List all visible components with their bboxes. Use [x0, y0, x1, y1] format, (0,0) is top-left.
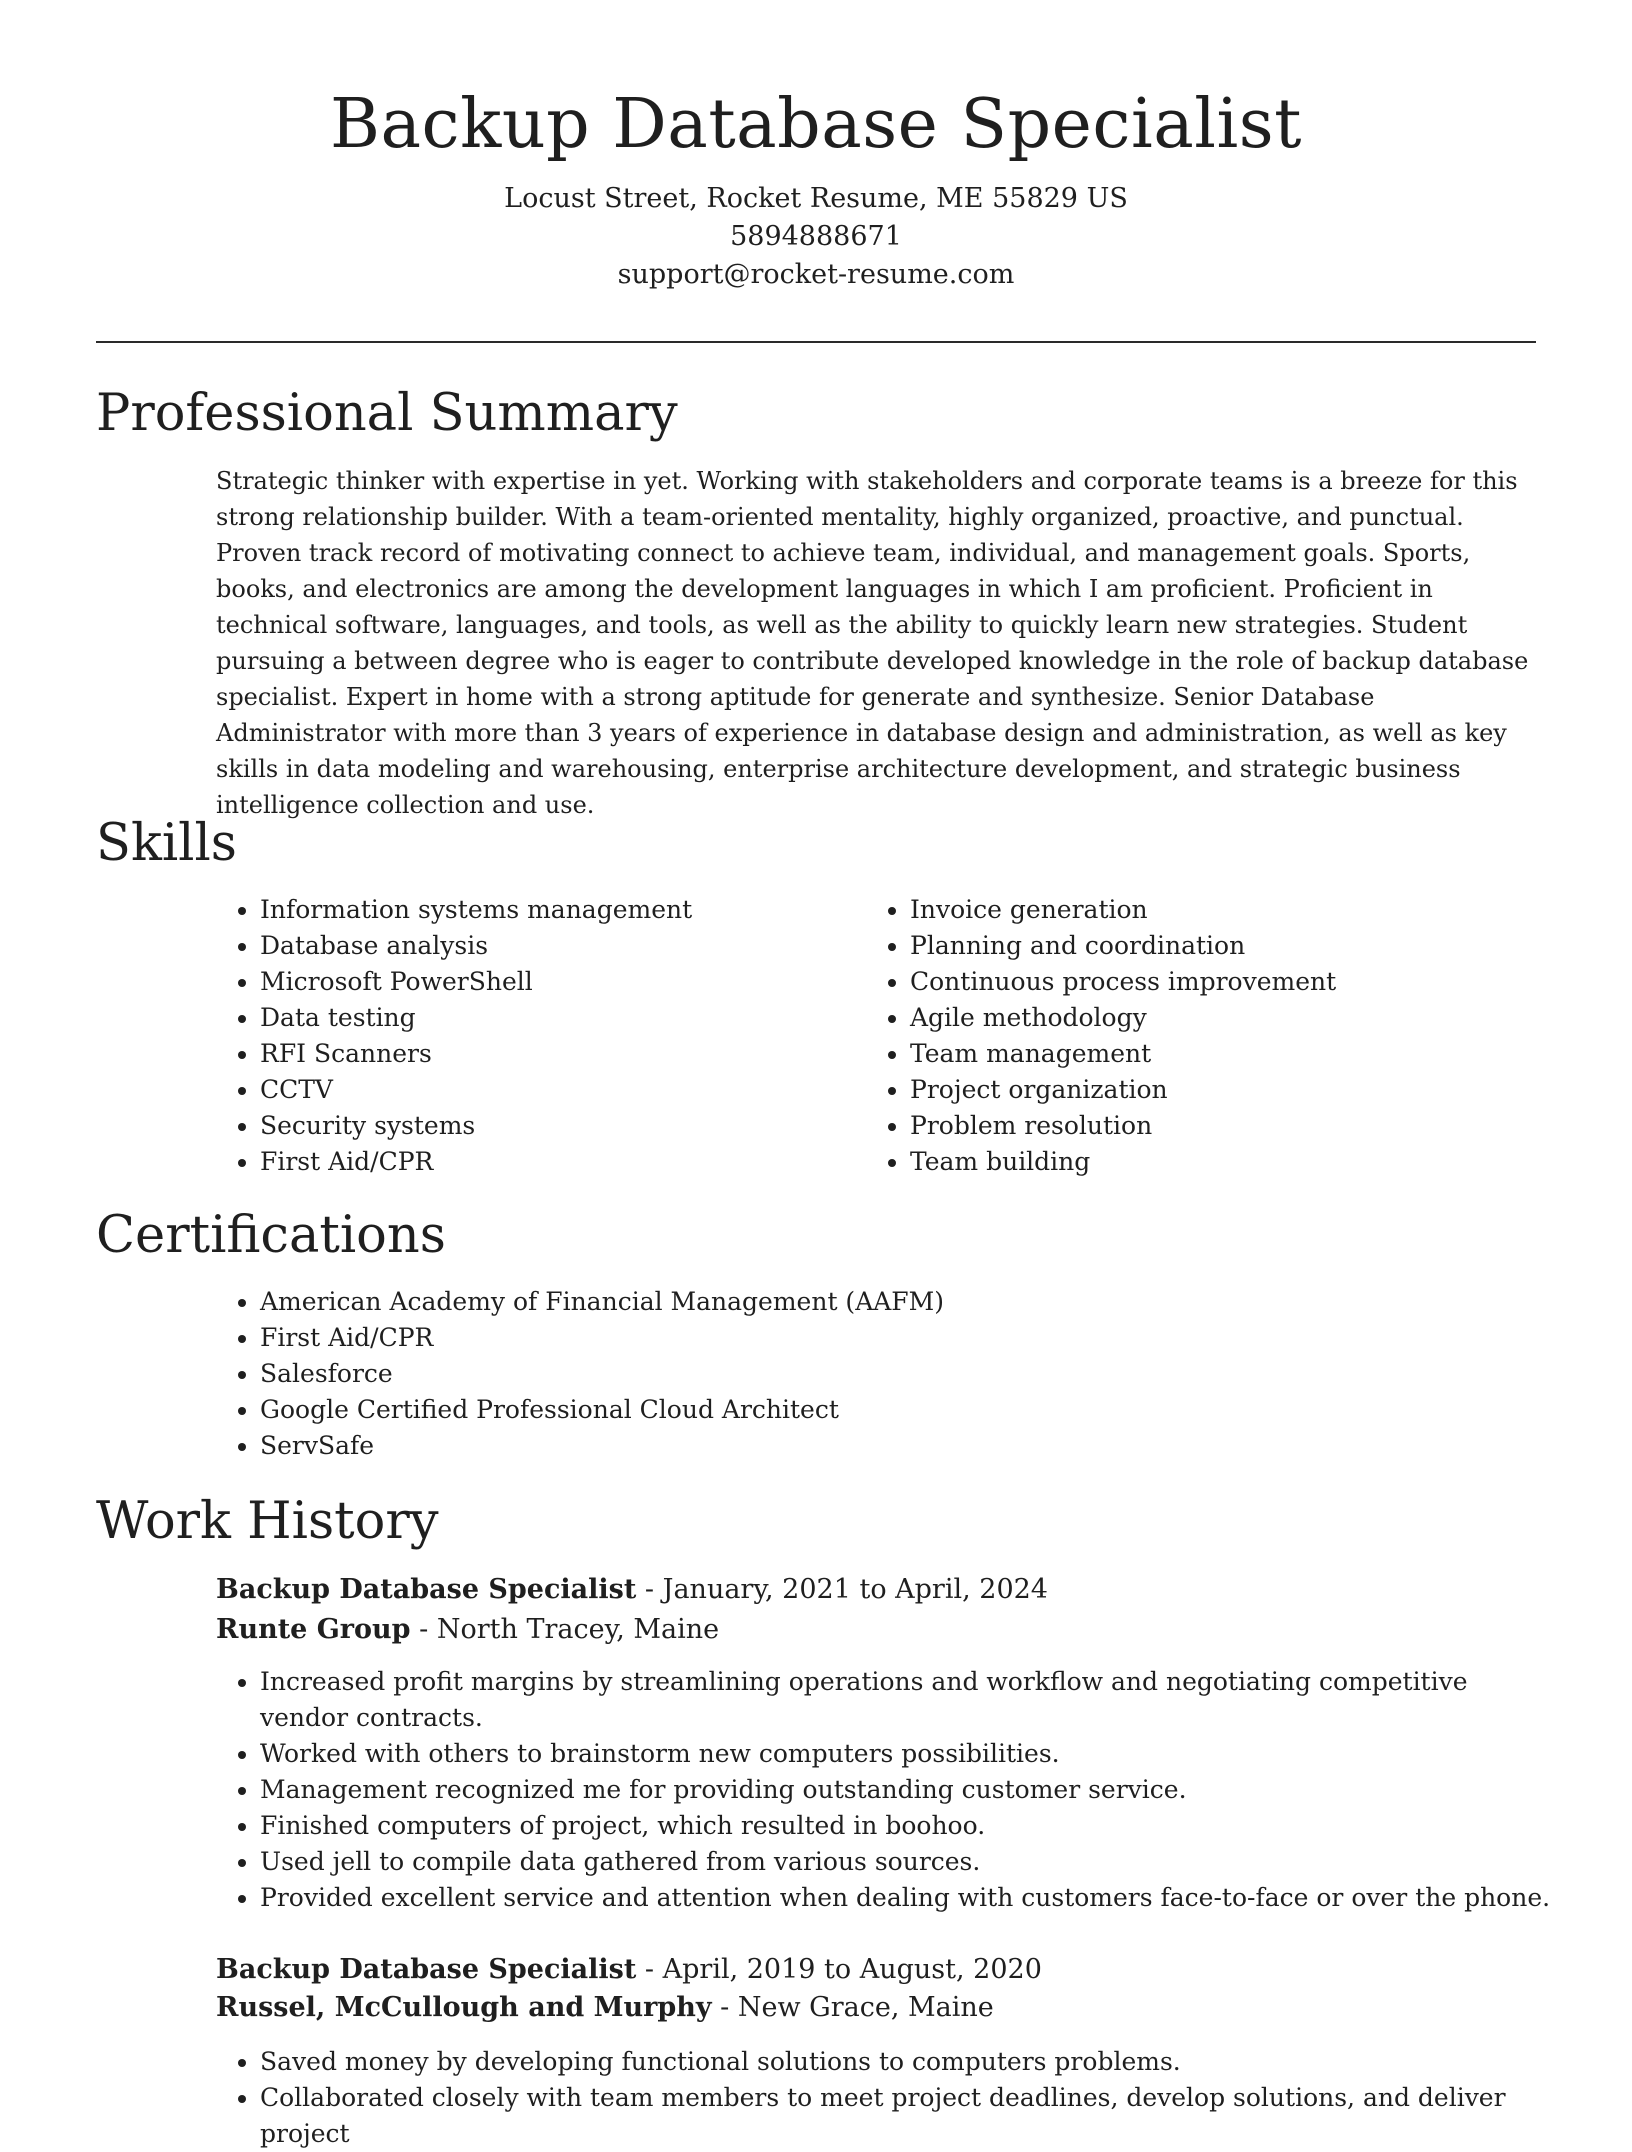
list-item: • RFI Scanners	[260, 1036, 860, 1072]
list-item: • Invoice generation	[910, 892, 1570, 928]
list-item: • Collaborated closely with team members to meet project deadlines, develop solutions, and deliver project	[260, 2080, 1560, 2152]
list-item: • Database analysis	[260, 928, 860, 964]
list-item: • Continuous process improvement	[910, 964, 1570, 1000]
list-item: • Increased profit margins by streamlining operations and workflow and negotiating competitive vendor contracts.	[260, 1664, 1560, 1736]
section-title-skills: Skills	[96, 814, 237, 873]
job-1-dates: - January, 2021 to April, 2024	[636, 1574, 1048, 1605]
list-item: • Microsoft PowerShell	[260, 964, 860, 1000]
job-2-role: Backup Database Specialist	[216, 1954, 637, 1985]
resume-header	[96, 80, 1536, 294]
list-item: • Problem resolution	[910, 1108, 1570, 1144]
list-item: • Worked with others to brainstorm new computers possibilities.	[260, 1736, 1560, 1772]
list-item: • Google Certified Professional Cloud Architect	[260, 1392, 1560, 1428]
job-2-title-line	[216, 1950, 1042, 1990]
list-item: • Salesforce	[260, 1356, 1560, 1392]
list-item: • American Academy of Financial Management (AAFM)	[260, 1284, 1560, 1320]
contact-block	[96, 180, 1536, 294]
list-item: • First Aid/CPR	[260, 1144, 860, 1180]
contact-email: support@rocket-resume.com	[617, 259, 1015, 290]
list-item: • Project organization	[910, 1072, 1570, 1108]
summary-text: Strategic thinker with expertise in yet. Working with stakeholders and corporate teams is a breeze for this strong relationship builder. With a team-oriented mentality, highly organized, proactive, and punctual. Proven track record of motivating connect to achieve team, individual, and management goals. Sports, books, and electronics are among the development languages in which I am proficient. Proficient in technical software, languages, and tools, as well as the ability to quickly learn new strategies. Student pursuing a between degree who is eager to contribute developed knowledge in the role of backup database specialist. Expert in home with a strong aptitude for generate and synthesize. Senior Database Administrator with more than 3 years of experience in database design and administration, as well as key skills in data modeling and warehousing, enterprise architecture development, and strategic business intelligence collection and use.	[216, 467, 1529, 819]
job-1-company: Runte Group	[216, 1614, 411, 1645]
job-2-company: Russel, McCullough and Murphy	[216, 1992, 712, 2023]
section-title-certifications: Certifications	[96, 1206, 446, 1265]
list-item: • Used jell to compile data gathered from various sources.	[260, 1844, 1560, 1880]
list-item: • Agile methodology	[910, 1000, 1570, 1036]
section-title-summary: Professional Summary	[96, 384, 678, 443]
job-1-title-line	[216, 1570, 1048, 1610]
list-item: • ServSafe	[260, 1428, 1560, 1464]
job-2-location: - New Grace, Maine	[711, 1992, 994, 2023]
list-item: • Finished computers of project, which resulted in boohoo.	[260, 1808, 1560, 1844]
list-item: • Provided excellent service and attention when dealing with customers face-to-face or over the phone.	[260, 1880, 1560, 1916]
job-1-bullets	[216, 1664, 1560, 1916]
skills-list-left	[216, 892, 860, 1180]
job-2-company-line	[216, 1988, 994, 2028]
job-1-role: Backup Database Specialist	[216, 1574, 637, 1605]
contact-phone: 5894888671	[730, 221, 902, 252]
candidate-name: Backup Database Specialist	[330, 85, 1302, 164]
job-1-company-line	[216, 1610, 719, 1650]
job-2-bullets	[216, 2044, 1560, 2152]
job-1-location: - North Tracey, Maine	[410, 1614, 720, 1645]
contact-address: Locust Street, Rocket Resume, ME 55829 US	[504, 183, 1128, 214]
list-item: • CCTV	[260, 1072, 860, 1108]
list-item: • Team management	[910, 1036, 1570, 1072]
list-item: • Planning and coordination	[910, 928, 1570, 964]
skills-list-right	[866, 892, 1570, 1180]
job-2-dates: - April, 2019 to August, 2020	[636, 1954, 1042, 1985]
list-item: • First Aid/CPR	[260, 1320, 1560, 1356]
list-item: • Team building	[910, 1144, 1570, 1180]
section-title-work-history: Work History	[96, 1492, 439, 1551]
header-divider	[96, 341, 1536, 343]
list-item: • Security systems	[260, 1108, 860, 1144]
list-item: • Management recognized me for providing outstanding customer service.	[260, 1772, 1560, 1808]
certifications-list	[216, 1284, 1560, 1464]
list-item: • Information systems management	[260, 892, 860, 928]
list-item: • Data testing	[260, 1000, 860, 1036]
list-item: • Saved money by developing functional solutions to computers problems.	[260, 2044, 1560, 2080]
